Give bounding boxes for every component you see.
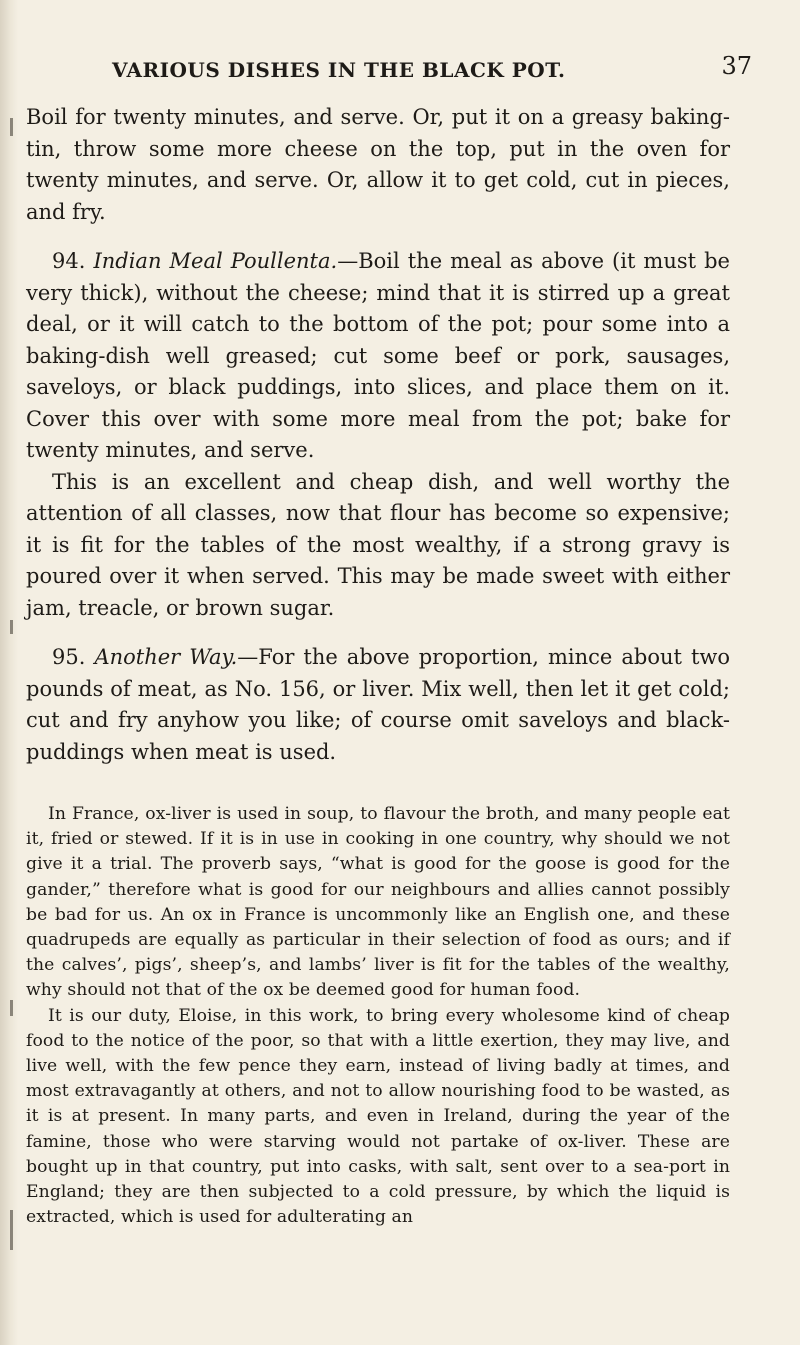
gutter-mark — [10, 118, 13, 136]
paragraph-remark: This is an excellent and cheap dish, and well worthy the attention of all classes, now that flour has become so expensive; it is fit for the tables of the most wealthy, if a strong gravy is poured over it when served. This may be made sweet with either jam, treacle, or brown sugar. — [26, 469, 730, 620]
gutter-mark — [10, 1210, 13, 1250]
page-edge — [0, 0, 18, 1345]
page-number: 37 — [721, 52, 752, 80]
recipe-title: Indian Meal Poullenta. — [93, 249, 338, 273]
note-block — [26, 802, 730, 1230]
note-paragraph: In France, ox-liver is used in soup, to flavour the broth, and many people eat it, fried or stewed. If it is in use in cooking in one country, why should we not give it a trial. The proverb says, “what is good for the goose is good for the gander,” therefore what is good for our neighbours and allies cannot possibly be bad for us. An ox in France is uncommonly like an English one, and these quadrupeds are equally as particular in their selection of food as ours; and if the calves’, pigs’, sheep’s, and lambs’ liver is fit for the tables of the wealthy, why should not that of the ox be deemed good for human food. — [26, 804, 730, 1001]
main-text — [26, 102, 730, 768]
recipe-number: 94. — [52, 249, 86, 273]
recipe-number: 95. — [52, 645, 86, 669]
recipe-text: —Boil the meal as above (it must be very thick), without the cheese; mind that it is stirred up a great deal, or it will catch to the bottom of the pot; pour some into a baking-dish well greased; cut some beef or pork, sausages, saveloys, or black puddings, into slices, and place them on it. Cover this over with some more meal from the pot; bake for twenty minutes, and serve. — [26, 249, 730, 462]
gutter-mark — [10, 620, 13, 634]
note-paragraph: It is our duty, Eloise, in this work, to bring every wholesome kind of cheap food to the notice of the poor, so that with a little exertion, they may live, and live well, with the few pence they earn, instead of living badly at times, and most extravagantly at others, and not to allow nourishing food to be wasted, as it is at present. In many parts, and even in Ireland, during the year of the famine, those who were starving would not partake of ox-liver. These are bought up in that country, put into casks, with salt, sent over to a sea-port in England; they are then subjected to a cold pressure, by which the liquid is extracted, which is used for adulterating an — [26, 1005, 730, 1228]
recipe-95 — [26, 642, 730, 768]
paragraph-continuation: Boil for twenty minutes, and serve. Or, put it on a greasy baking-tin, throw some more cheese on the top, put in the oven for twenty minutes, and serve. Or, allow it to get cold, cut in pieces, and fry. — [26, 105, 730, 224]
page-body — [26, 102, 730, 1230]
recipe-text: —For the above proportion, mince about two pounds of meat, as No. 156, or liver. Mix well, then let it get cold; cut and fry anyhow you like; of course omit saveloys and black-puddings when meat is used. — [26, 645, 731, 764]
recipe-94 — [26, 246, 730, 467]
page-header — [60, 52, 760, 82]
running-title: VARIOUS DISHES IN THE BLACK POT. — [112, 58, 566, 82]
recipe-title: Another Way. — [94, 645, 238, 669]
gutter-mark — [10, 1000, 13, 1016]
